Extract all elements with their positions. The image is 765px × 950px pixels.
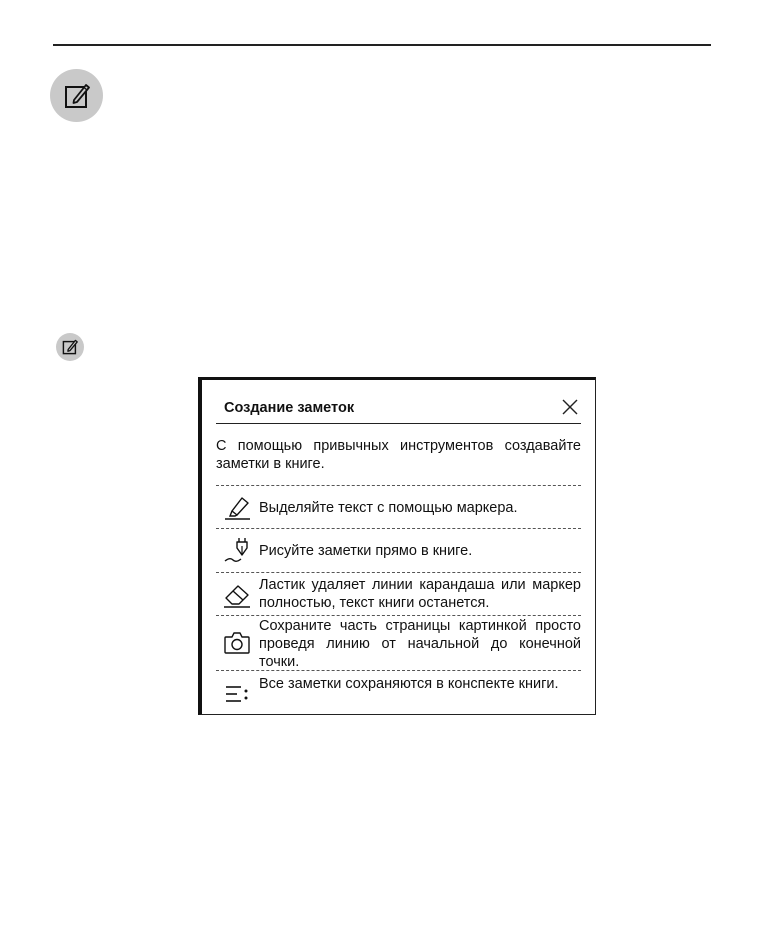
list-item	[216, 670, 581, 714]
close-icon[interactable]	[561, 398, 579, 416]
header-rule	[53, 44, 711, 46]
notes-list-icon	[222, 681, 252, 709]
feature-text: Выделяйте текст с помощью маркера.	[259, 500, 518, 516]
eraser-icon	[222, 581, 252, 609]
feature-text: Сохраните часть страницы картинкой просто проведя линию от начальной до конечной точки.	[259, 618, 581, 670]
list-item	[216, 485, 581, 528]
list-item	[216, 615, 581, 670]
pencil-icon	[222, 536, 252, 564]
note-edit-icon	[50, 69, 103, 122]
feature-text: Все заметки сохраняются в конспекте книги.	[259, 676, 559, 692]
camera-icon	[222, 629, 252, 657]
dialog-header	[216, 394, 581, 424]
dialog-title: Создание заметок	[224, 400, 355, 416]
create-notes-dialog	[198, 377, 596, 715]
dialog-intro: С помощью привычных инструментов создавайте заметки в книге.	[216, 438, 581, 472]
feature-list	[216, 485, 581, 714]
list-item	[216, 572, 581, 615]
note-edit-icon	[56, 333, 84, 361]
marker-icon	[222, 494, 252, 522]
feature-text: Рисуйте заметки прямо в книге.	[259, 543, 473, 559]
feature-text: Ластик удаляет линии карандаша или маркер полностью, текст книги останется.	[259, 577, 581, 611]
list-item	[216, 528, 581, 572]
